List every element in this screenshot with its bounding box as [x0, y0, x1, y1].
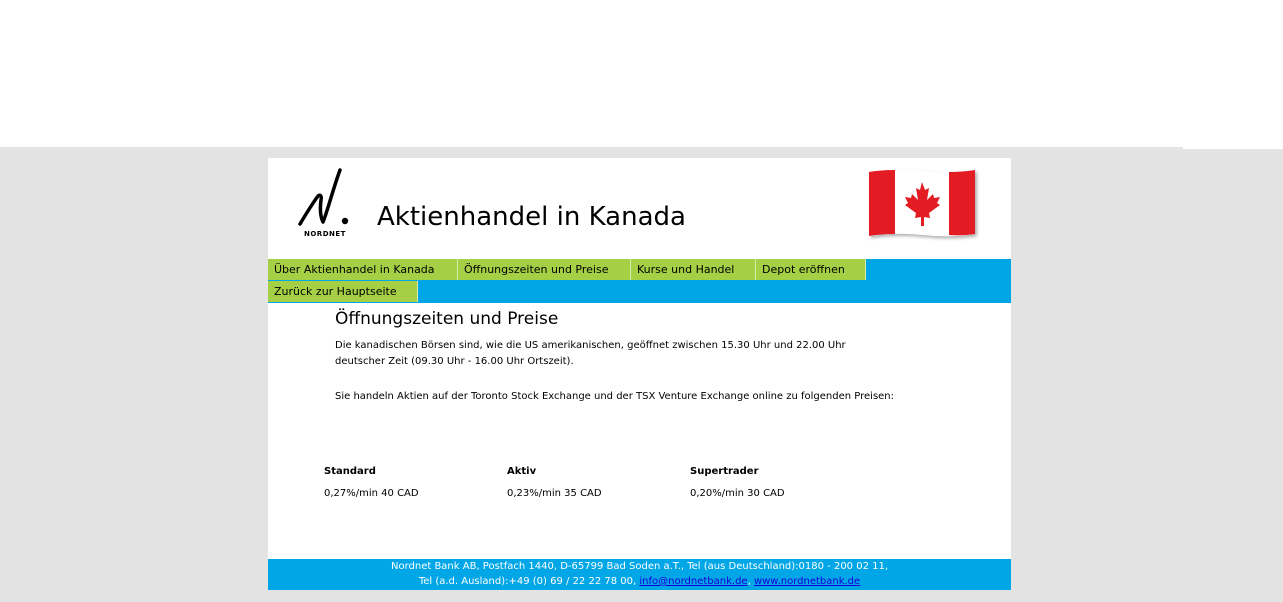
footer-phone: Tel (a.d. Ausland):+49 (0) 69 / 22 22 78 00,: [418, 576, 637, 587]
nav-item-zurueck-hauptseite[interactable]: Zurück zur Hauptseite: [268, 281, 418, 302]
main-container: [268, 158, 1011, 590]
email-link[interactable]: info@nordnetbank.de: [639, 576, 748, 587]
nordnet-logo-icon: [296, 166, 368, 230]
pricing-aktiv-label: Aktiv: [507, 466, 537, 477]
pricing-supertrader-label: Supertrader: [690, 466, 759, 477]
nordnet-logo[interactable]: [296, 166, 368, 241]
pricing-aktiv-value: 0,23%/min 35 CAD: [507, 488, 602, 499]
main-navigation: [268, 259, 1011, 303]
site-footer: [268, 559, 1011, 590]
footer-separator: ,: [747, 576, 751, 587]
pricing-supertrader-value: 0,20%/min 30 CAD: [690, 488, 785, 499]
pricing-intro-text: Sie handeln Aktien auf der Toronto Stock Exchange und der TSX Venture Exchange online zu folgenden Preisen:: [335, 391, 895, 402]
pricing-standard-value: 0,27%/min 40 CAD: [324, 488, 419, 499]
logo-wordmark: NORDNET: [304, 230, 346, 238]
nav-item-kurse-und-handel[interactable]: Kurse und Handel: [631, 259, 756, 280]
nav-item-oeffnungszeiten[interactable]: Öffnungszeiten und Preise: [458, 259, 631, 280]
site-header: [268, 158, 1011, 259]
nav-item-ueber-aktienhandel[interactable]: Über Aktienhandel in Kanada: [268, 259, 458, 280]
content-area: [268, 303, 1011, 559]
canada-flag-icon: [867, 168, 983, 242]
footer-contact-line: [268, 574, 1011, 589]
background-divider: [1183, 147, 1283, 149]
site-title: Aktienhandel in Kanada: [377, 202, 686, 232]
opening-hours-text: Die kanadischen Börsen sind, wie die US amerikanischen, geöffnet zwischen 15.30 Uhr und 22.00 Uhr deutscher Zeit (09.30 Uhr - 16.00 Uhr Ortszeit).: [335, 340, 846, 367]
page-heading: Öffnungszeiten und Preise: [335, 309, 559, 329]
footer-address: Nordnet Bank AB, Postfach 1440, D-65799 Bad Soden a.T., Tel (aus Deutschland):0180 - 200 02 11,: [390, 561, 889, 572]
nav-item-depot-eroeffnen[interactable]: Depot eröffnen: [756, 259, 866, 280]
pricing-standard-label: Standard: [324, 466, 376, 477]
website-link[interactable]: www.nordnetbank.de: [753, 576, 861, 587]
